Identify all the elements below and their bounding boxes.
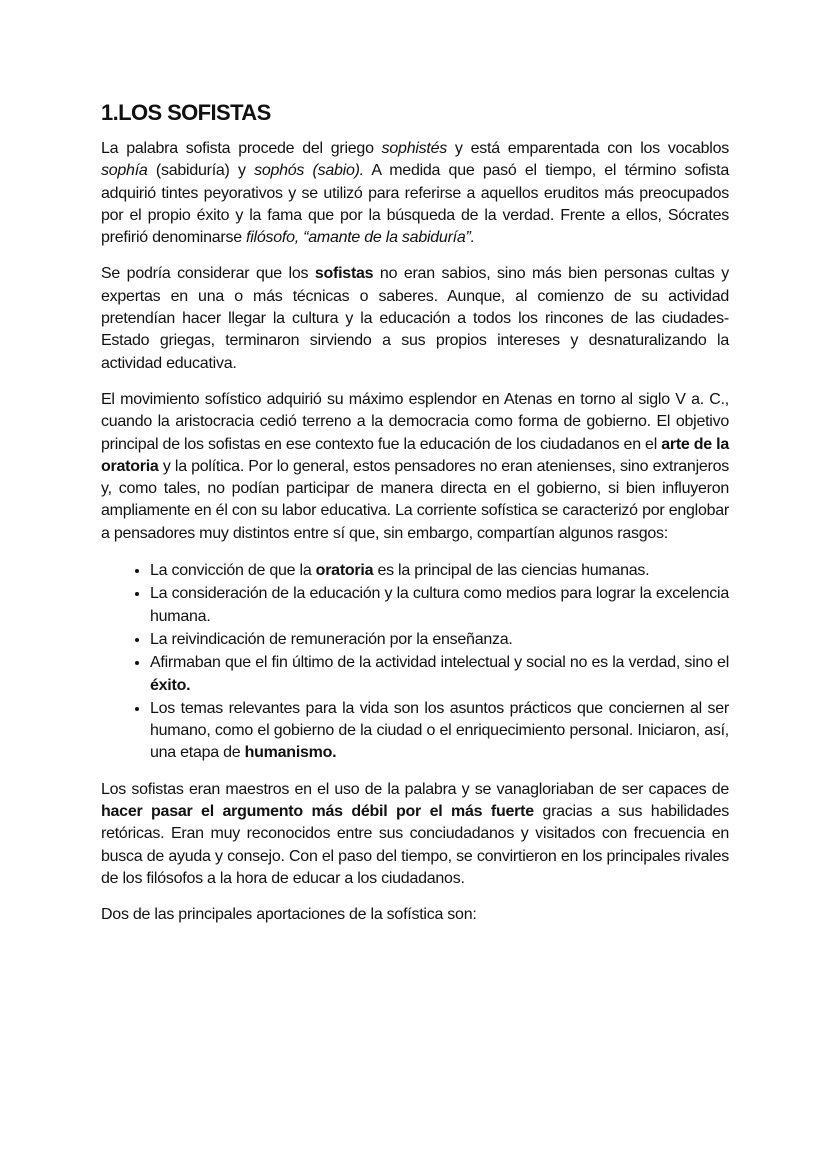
bold-text: arte de la oratoria [101,435,729,475]
document-body [101,138,729,927]
list-item [150,559,729,582]
text-run: Los sofistas eran maestros en el uso de la palabra y se vanagloriaban de ser capaces de [101,780,729,798]
document-page [101,100,729,941]
text-run: A medida que pasó el tiempo, el término sofista adquirió tintes peyorativos y se utilizó para referirse a aquellos eruditos más preocupados por el propio éxito y la fama que por la búsqueda de la verdad. Frente a ellos, Sócrates prefirió denominarse [101,162,730,247]
italic-text: filósofo, “amante de la sabiduría”. [246,229,475,247]
bold-text: oratoria [315,562,374,580]
text-run: La convicción de que la [150,562,316,580]
paragraph [101,904,729,926]
text-run: El movimiento sofístico adquirió su máximo esplendor en Atenas en torno al siglo V a. C., cuando la aristocracia cedió terreno a la democracia como forma de gobierno. El objetivo principal de los sofistas en ese contexto fue la educación de los ciudadanos en el [101,390,729,453]
text-run: Dos de las principales aportaciones de la sofística son: [101,906,477,924]
text-run: Afirmaban que el fin último de la actividad intelectual y social no es la verdad, sino el [150,654,729,672]
paragraph [101,779,729,890]
text-run: es la principal de las ciencias humanas. [373,562,650,580]
bold-text: hacer pasar el argumento más débil por el más fuerte [101,803,534,821]
text-run: La reivindicación de remuneración por la enseñanza. [150,630,513,648]
bold-text: éxito. [150,676,191,694]
list-item [150,697,729,765]
text-run: Los temas relevantes para la vida son los asuntos prácticos que conciernen al ser humano, como el gobierno de la ciudad o el enriquecimiento personal. Iniciaron, así, una etapa de [150,699,729,762]
italic-text: sophistés [381,140,447,157]
paragraph [101,389,729,545]
text-run: La palabra sofista procede del griego [101,140,382,157]
list-item [150,651,729,697]
italic-text: sophós (sabio). [254,162,364,180]
text-run: Se podría considerar que los [101,265,315,283]
italic-text: sophía [101,162,148,180]
paragraph [101,263,729,374]
text-run: (sabiduría) y [147,162,255,180]
text-run: y la política. Por lo general, estos pensadores no eran atenienses, sino extranjeros y, como tales, no podían participar de manera directa en el gobierno, si bien influyeron ampliamente en él con su labor educativa. La corriente sofística se caracterizó por englobar a pensadores muy distintos entre sí que, sin embargo, compartían algunos rasgos: [101,457,729,542]
list-item [150,582,729,628]
text-run: y está emparentada con los vocablos [446,140,729,157]
text-run: gracias a sus habilidades retóricas. Eran muy reconocidos entre sus conciudadanos y visitados con frecuencia en busca de ayuda y consejo. Con el paso del tiempo, se convirtieron en los principales rivales de los filósofos a la hora de educar a los ciudadanos. [101,803,729,887]
text-run: La consideración de la educación y la cultura como medios para lograr la excelencia humana. [150,585,729,625]
paragraph [101,138,729,249]
bullet-list [101,559,729,765]
list-item [150,628,729,651]
bold-text: sofistas [314,265,374,283]
section-title: 1.LOS SOFISTAS [101,100,271,125]
text-run: no eran sabios, sino más bien personas cultas y expertas en una o más técnicas o saberes. Aunque, al comienzo de su actividad pretendían hacer llegar la cultura y la educación a todos los rincones de las ciudades-Estado griegas, terminaron sirviendo a sus propios intereses y desnaturalizando la actividad educativa. [101,265,730,372]
bold-text: humanismo. [244,744,337,762]
